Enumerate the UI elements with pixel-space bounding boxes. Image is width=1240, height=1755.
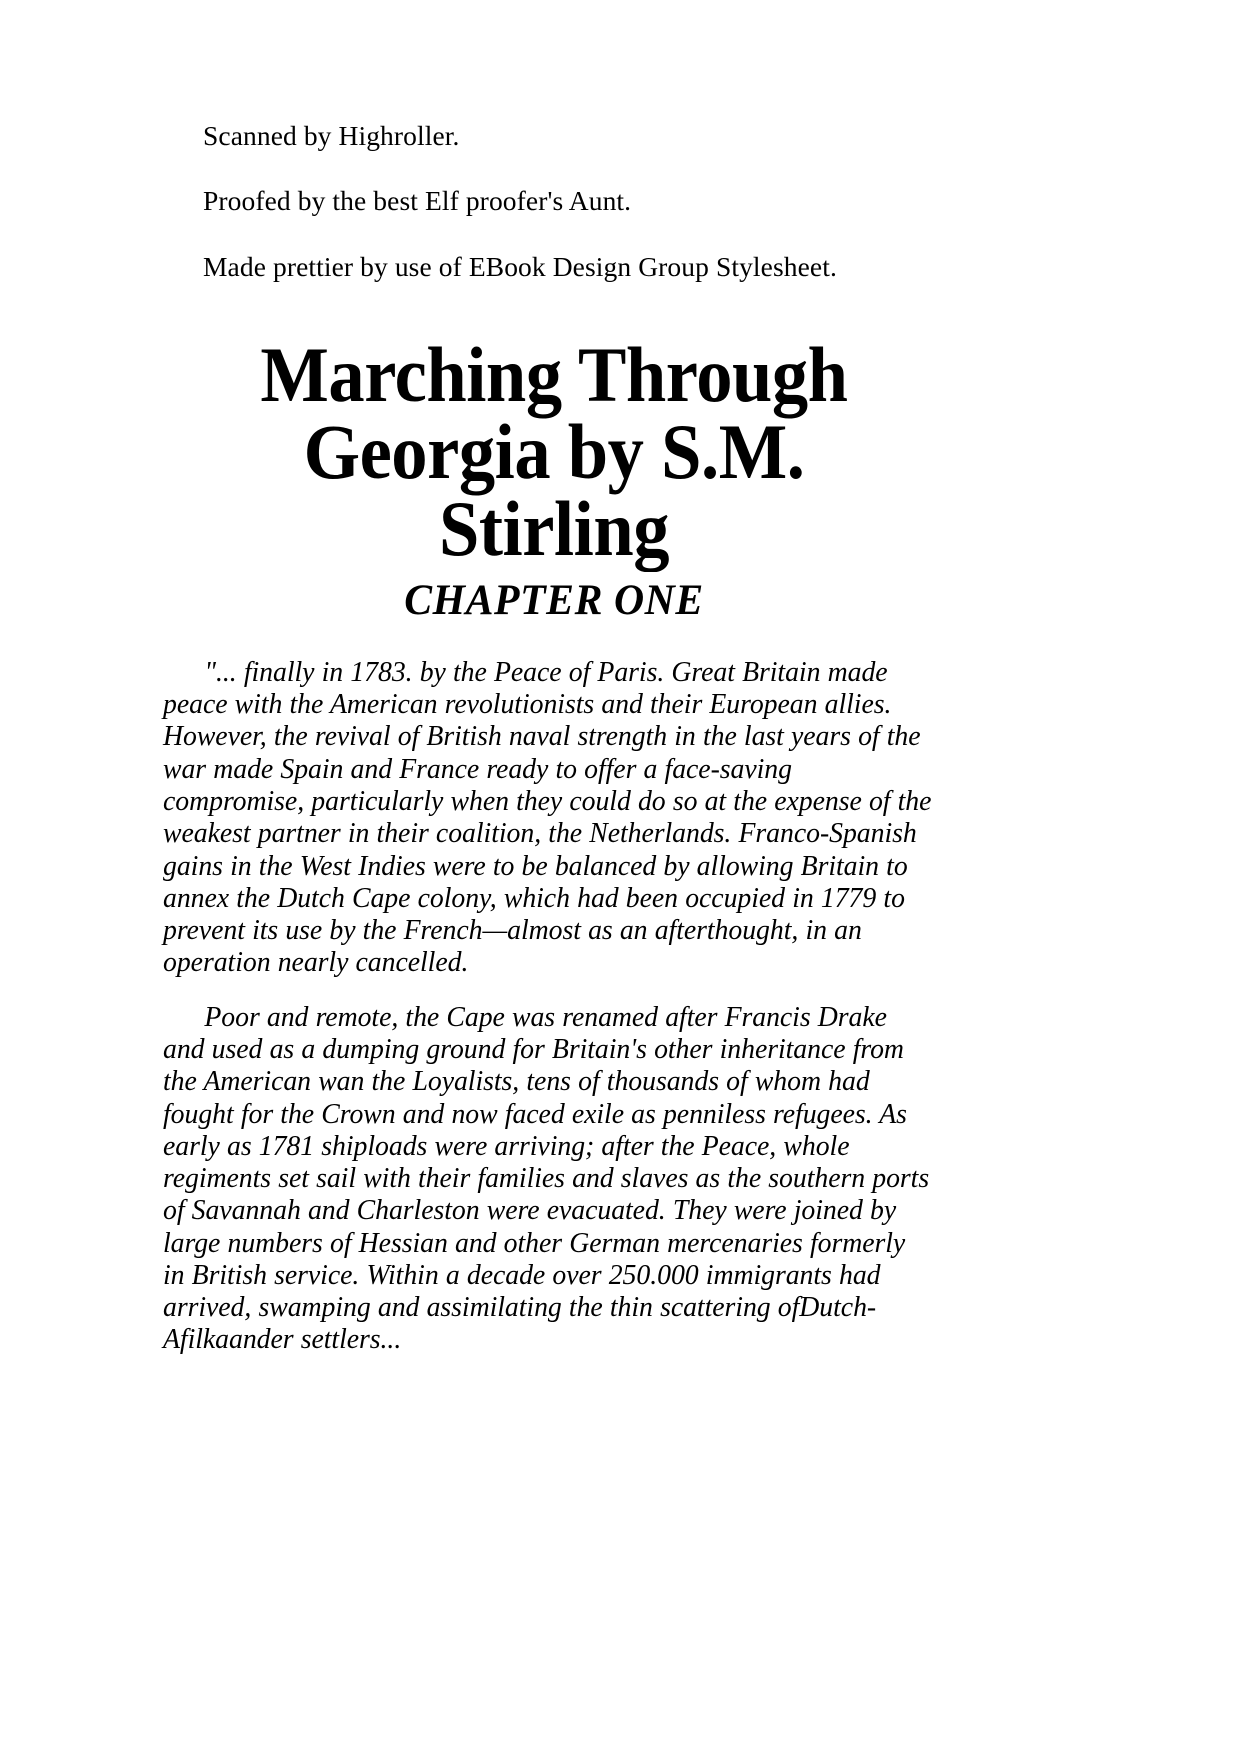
body-text (163, 657, 945, 1357)
body-paragraph-2: Poor and remote, the Cape was renamed after Francis Drake and used as a dumping ground for Britain's other inheritance from the American wan the Loyalists, tens of thousands of whom had fought for the Crown and now faced exile as penniless refugees. As early as 1781 shiploads were arriving; after the Peace, whole regiments set sail with their families and slaves as the southern ports of Savannah and Charleston were evacuated. They were joined by large numbers of Hessian and other German mercenaries formerly in British service. Within a decade over 250.000 immigrants had arrived, swamping and assimilating the thin scattering ofDutch-Afilkaander settlers... (163, 1001, 930, 1356)
book-title: Marching Through Georgia by S.M. Stirling (260, 330, 848, 573)
credits-block (163, 118, 945, 285)
credit-line-scanned: Scanned by Highroller. (203, 120, 460, 151)
body-paragraph-1: "... finally in 1783. by the Peace of Paris. Great Britain made peace with the American revolutionists and their European allies. However, the revival of British naval strength in the last years of the war made Spain and France ready to offer a face-saving compromise, particularly when they could do so at the expense of the weakest partner in their coalition, the Netherlands. Franco-Spanish gains in the West Indies were to be balanced by allowing Britain to annex the Dutch Cape colony, which had been occupied in 1779 to prevent its use by the French—almost as an afterthought, in an operation nearly cancelled. (163, 656, 932, 979)
page-content (163, 118, 945, 1357)
credit-line-stylesheet: Made prettier by use of EBook Design Group Stylesheet. (203, 250, 837, 282)
chapter-heading: CHAPTER ONE (404, 576, 704, 624)
credit-line-proofed: Proofed by the best Elf proofer's Aunt. (203, 185, 632, 217)
